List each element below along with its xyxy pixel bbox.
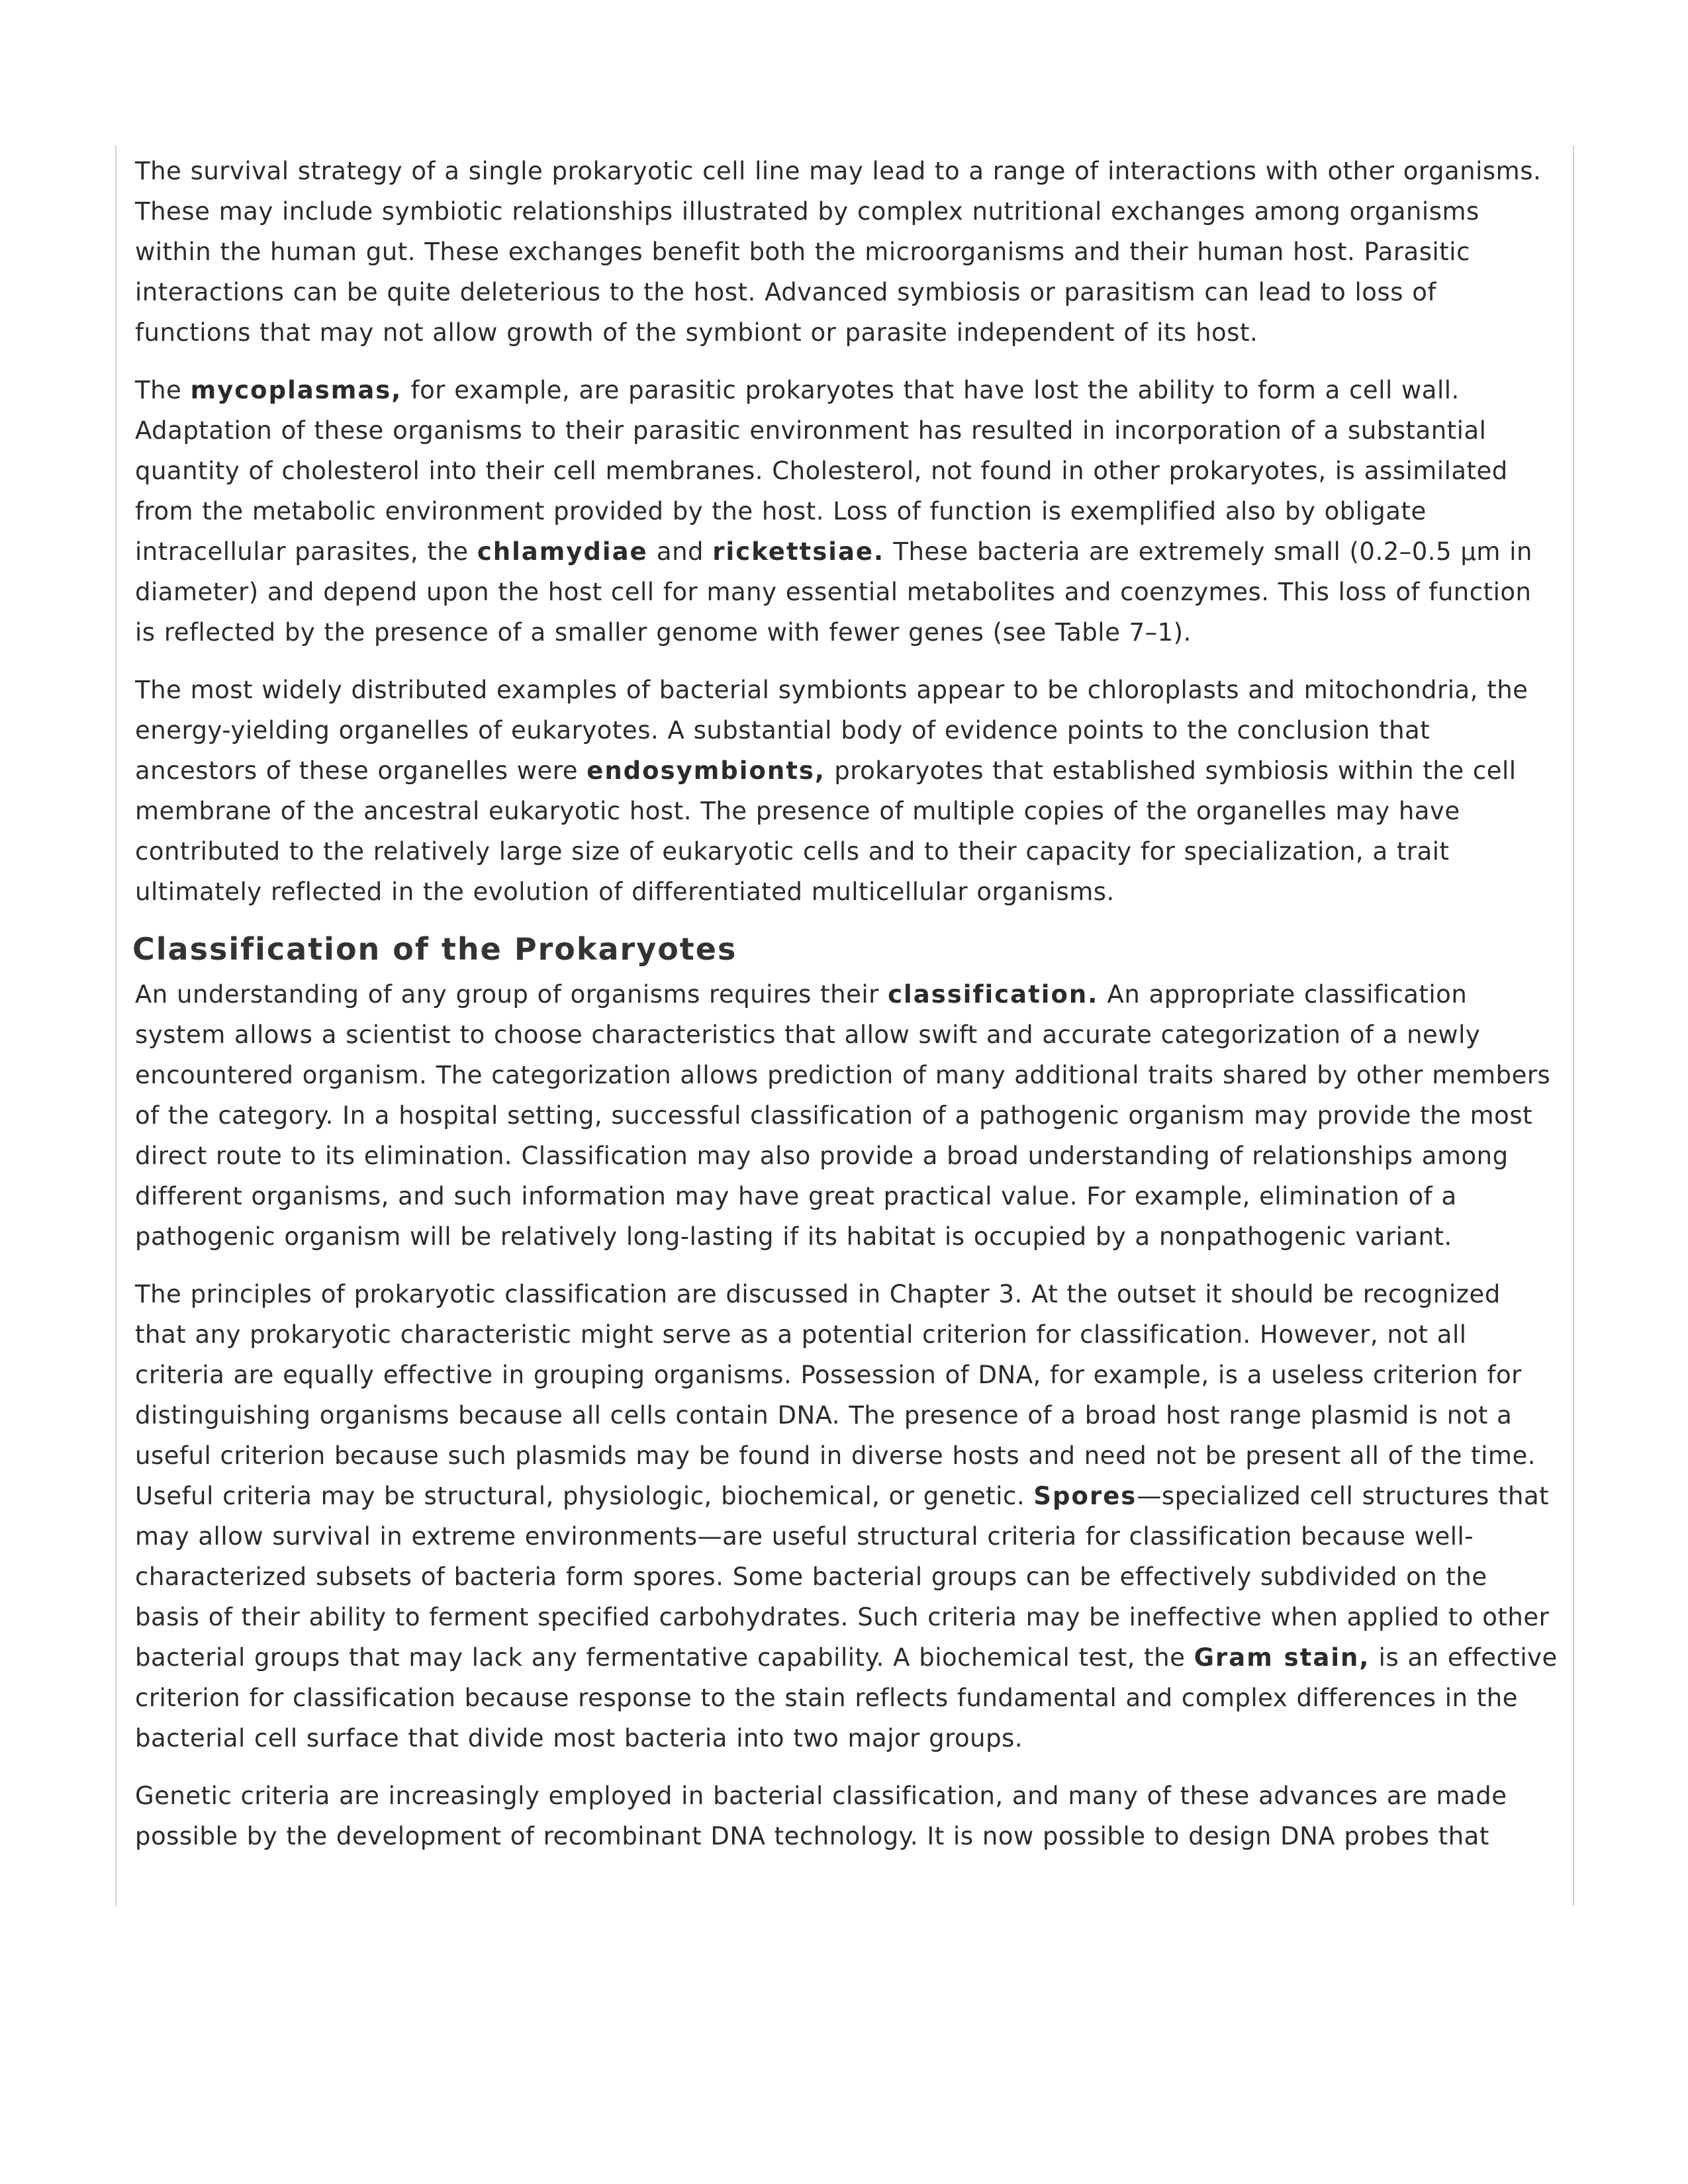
p2-text-3: and <box>647 537 713 566</box>
term-rickettsiae: rickettsiae. <box>712 537 885 566</box>
p6-text: Genetic criteria are increasingly employed in bacterial classification, and many of these advances are made possible by the development of recombinant DNA technology. It is now possible to design DNA probes that <box>135 1782 1507 1850</box>
p5-text-3: is an effective criterion for classification because response to the stain reflects fundamental and complex differences in the bacterial cell surface that divide most bacteria into two major groups. <box>135 1643 1558 1752</box>
document-body <box>132 151 1558 1874</box>
page-frame <box>115 146 1574 1906</box>
p2-text-4: These bacteria are extremely small (0.2–0.5 µm in diameter) and depend upon the host cell for many essential metabolites and coenzymes. This loss of function is reflected by the presence of a smaller genome with fewer genes (see Table 7–1). <box>135 537 1532 647</box>
p2-text-2: for example, are parasitic prokaryotes that have lost the ability to form a cell wall. Adaptation of these organisms to their parasitic environment has resulted in incorporation of a substantial quantity of cholesterol into their cell membranes. Cholesterol, not found in other prokaryotes, is assimilated from the metabolic environment provided by the host. Loss of function is exemplified also by obligate intracellular parasites, the <box>135 376 1508 566</box>
section-heading: Classification of the Prokaryotes <box>132 931 737 967</box>
p4-text-1: An understanding of any group of organisms requires their <box>135 980 888 1009</box>
term-chlamydiae: chlamydiae <box>477 537 648 566</box>
p3-text-2: prokaryotes that established symbiosis within the cell membrane of the ancestral eukaryotic host. The presence of multiple copies of the organelles may have contributed to the relatively large size of eukaryotic cells and to their capacity for specialization, a trait ultimately reflected in the evolution of differentiated multicellular organisms. <box>135 756 1517 906</box>
paragraph-mycoplasmas <box>135 370 1558 653</box>
p5-text-2: —specialized cell structures that may allow survival in extreme environments—are useful structural criteria for classification because well-characterized subsets of bacteria form spores. Some bacterial groups can be effectively subdivided on the basis of their ability to ferment specified carbohydrates. Such criteria may be ineffective when applied to other bacterial groups that may lack any fermentative capability. A biochemical test, the <box>135 1482 1550 1672</box>
p5-text-1: The principles of prokaryotic classification are discussed in Chapter 3. At the outset it should be recognized that any prokaryotic characteristic might serve as a potential criterion for classification. However, not all criteria are equally effective in grouping organisms. Possession of DNA, for example, is a useless criterion for distinguishing organisms because all cells contain DNA. The presence of a broad host range plasmid is not a useful criterion because such plasmids may be found in diverse hosts and need not be present all of the time. Useful criteria may be structural, physiologic, biochemical, or genetic. <box>135 1280 1536 1510</box>
p1-text: The survival strategy of a single prokaryotic cell line may lead to a range of interactions with other organisms. These may include symbiotic relationships illustrated by complex nutritional exchanges among organisms within the human gut. These exchanges benefit both the microorganisms and their human host. Parasitic interactions can be quite deleterious to the host. Advanced symbiosis or parasitism can lead to loss of functions that may not allow growth of the symbiont or parasite independent of its host. <box>135 157 1542 347</box>
p3-text-1: The most widely distributed examples of bacterial symbionts appear to be chloroplasts and mitochondria, the energy-yielding organelles of eukaryotes. A substantial body of evidence points to the conclusion that ancestors of these organelles were <box>135 676 1528 785</box>
paragraph-genetic-criteria <box>135 1776 1558 1856</box>
paragraph-classification <box>135 974 1558 1257</box>
term-mycoplasmas: mycoplasmas, <box>190 376 402 404</box>
term-gram-stain: Gram stain, <box>1194 1643 1370 1672</box>
term-classification: classification. <box>888 980 1099 1009</box>
term-endosymbionts: endosymbionts, <box>586 756 825 785</box>
p2-text-1: The <box>135 376 191 404</box>
paragraph-symbionts <box>135 670 1558 912</box>
paragraph-survival-strategy <box>135 151 1558 353</box>
paragraph-principles <box>135 1274 1558 1758</box>
term-spores: Spores <box>1033 1482 1137 1510</box>
p4-text-2: An appropriate classification system allows a scientist to choose characteristics that allow swift and accurate categorization of a newly encountered organism. The categorization allows prediction of many additional traits shared by other members of the category. In a hospital setting, successful classification of a pathogenic organism may provide the most direct route to its elimination. Classification may also provide a broad understanding of relationships among different organisms, and such information may have great practical value. For example, elimination of a pathogenic organism will be relatively long-lasting if its habitat is occupied by a nonpathogenic variant. <box>135 980 1551 1251</box>
